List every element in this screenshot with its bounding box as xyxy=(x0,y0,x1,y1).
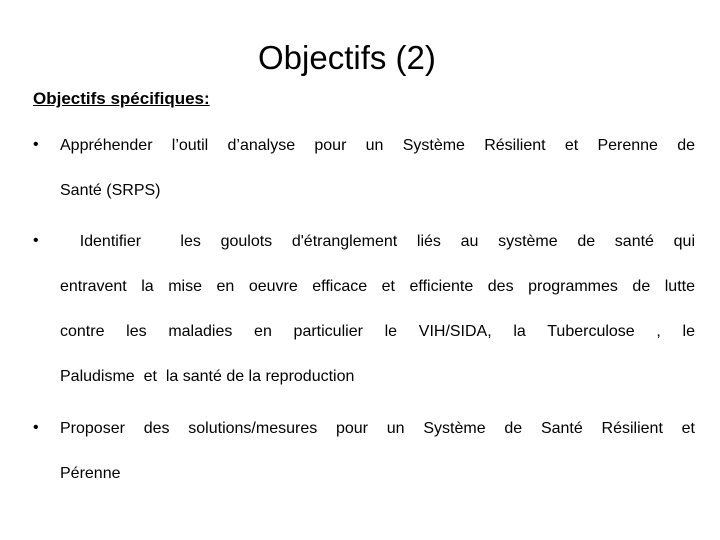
bullet-2-line-3: contre les maladies en particulier le VIH/SIDA, la Tuberculose , le xyxy=(60,323,695,340)
bullet-3-line-2: Pérenne xyxy=(60,465,121,482)
slide-title: Objectifs (2) xyxy=(258,39,436,76)
bullet-3-line-1: Proposer des solutions/mesures pour un Système de Santé Résilient et xyxy=(60,420,695,437)
bullet-2-line-1: Identifier les goulots d'étranglement liés au système de santé qui xyxy=(60,233,695,250)
bullet-1-line-2: Santé (SRPS) xyxy=(60,182,161,199)
bullet-text-1 xyxy=(60,123,695,213)
bullet-marker: • xyxy=(33,232,39,249)
bullet-marker: • xyxy=(33,419,39,436)
bullet-text-2 xyxy=(60,219,695,399)
bullet-2-line-2: entravent la mise en oeuvre efficace et efficiente des programmes de lutte xyxy=(60,278,695,295)
bullet-text-3 xyxy=(60,406,695,496)
bullet-2-line-4: Paludisme et la santé de la reproduction xyxy=(60,368,355,385)
bullet-1-line-1: Appréhender l’outil d’analyse pour un Système Résilient et Perenne de xyxy=(60,137,695,154)
section-subtitle: Objectifs spécifiques: xyxy=(33,89,210,108)
bullet-marker: • xyxy=(33,136,39,153)
